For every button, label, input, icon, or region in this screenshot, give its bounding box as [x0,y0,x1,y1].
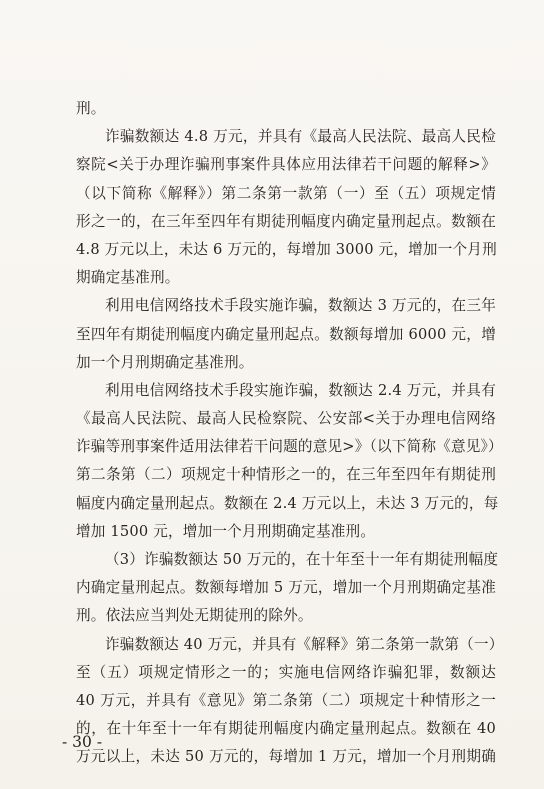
text-line: 察院<关于办理诈骗刑事案件具体应用法律若干问题的解释>》 [76,156,496,174]
text-line: 40 万元，并具有《意见》第二条第（二）项规定十种情形之一 [76,691,496,709]
text-line: 幅度内确定量刑起点。数额在 2.4 万元以上，未达 3 万元的，每 [76,494,499,512]
text-line: 利用电信网络技术手段实施诈骗，数额达 2.4 万元，并具有 [105,381,496,399]
text-line: 诈骗数额达 4.8 万元，并具有《最高人民法院、最高人民检 [105,128,496,146]
text-line: 利用电信网络技术手段实施诈骗，数额达 3 万元的，在三年 [105,297,496,315]
text-line: 至（五）项规定情形之一的；实施电信网络诈骗犯罪，数额达 [76,663,496,681]
text-line: 诈骗数额达 40 万元，并具有《解释》第二条第一款第（一） [105,635,504,653]
page-number: - 30 - [62,733,103,751]
text-line: （以下简称《解释》）第二条第一款第（一）至（五）项规定情 [76,184,496,202]
text-line: 万元以上，未达 50 万元的，每增加 1 万元，增加一个月刑期确 [76,748,496,766]
text-line: 刑。 [76,100,106,117]
text-line: 期确定基准刑。 [76,269,180,287]
text-line: 4.8 万元以上，未达 6 万元的，每增加 3000 元，增加一个月刑 [76,240,497,258]
text-line: 增加 1500 元，增加一个月刑期确定基准刑。 [76,522,376,540]
text-line: 《最高人民法院、最高人民检察院、公安部<关于办理电信网络 [76,410,496,428]
body-text [76,95,504,772]
text-line: 第二条第（二）项规定十种情形之一的，在三年至四年有期徒刑 [76,466,496,484]
text-line: 形之一的，在三年至四年有期徒刑幅度内确定量刑起点。数额在 [76,212,496,230]
text-line: 内确定量刑起点。数额每增加 5 万元，增加一个月刑期确定基准 [76,579,496,597]
text-line: 加一个月刑期确定基准刑。 [76,353,254,371]
text-line: 刑。依法应当判处无期徒刑的除外。 [76,607,313,625]
text-line: 至四年有期徒刑幅度内确定量刑起点。数额每增加 6000 元，增 [76,325,496,343]
text-line: （3）诈骗数额达 50 万元的，在十年至十一年有期徒刑幅度 [105,551,499,568]
text-line: 诈骗等刑事案件适用法律若干问题的意见>》（以下简称《意见》） [76,438,503,456]
text-line: 的，在十年至十一年有期徒刑幅度内确定量刑起点。数额在 40 [76,720,496,738]
